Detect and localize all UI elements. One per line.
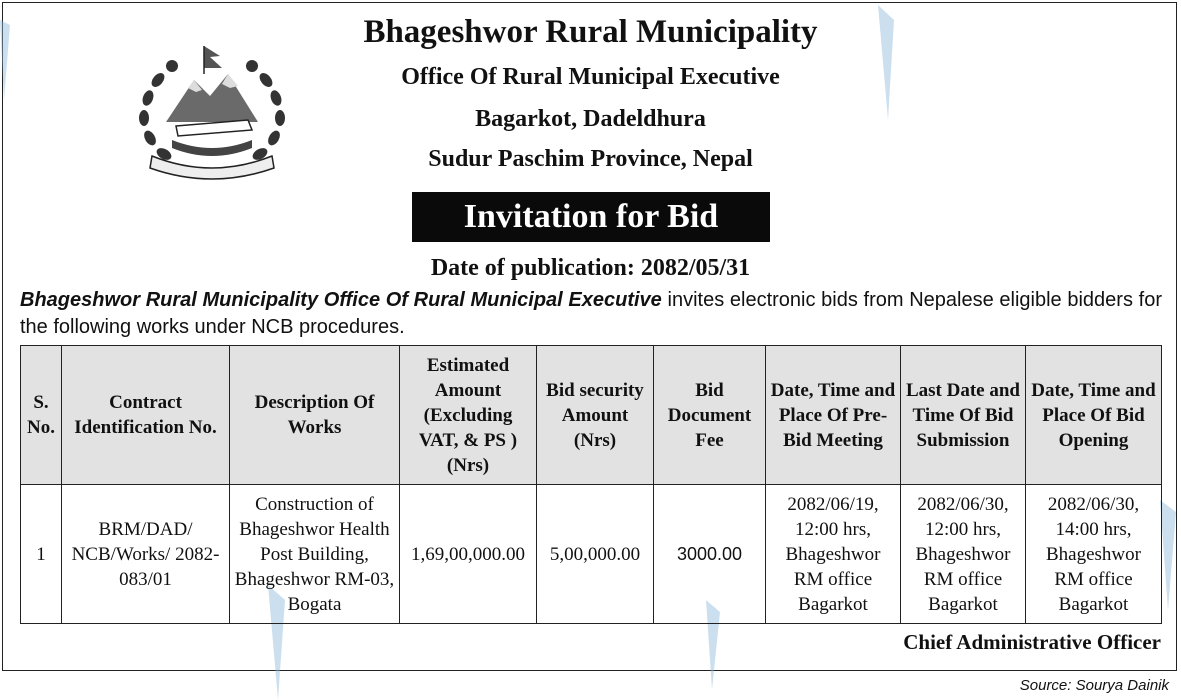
cell-bid-opening: 2082/06/30, 14:00 hrs, Bhageshwor RM office Bagarkot [1026, 485, 1162, 624]
header-last-submission: Last Date and Time Of Bid Submission [901, 346, 1026, 485]
cell-bid-security: 5,00,000.00 [537, 485, 654, 624]
header-bid-opening: Date, Time and Place Of Bid Opening [1026, 346, 1162, 485]
source-credit: Source: Sourya Dainik [1019, 677, 1169, 694]
office-location: Bagarkot, Dadeldhura [475, 106, 706, 132]
intro-office-name: Bhageshwor Rural Municipality Office Of Rural Municipal Executive [20, 289, 662, 311]
table-row [21, 485, 1162, 624]
header-sn: S. No. [21, 346, 62, 485]
province-name: Sudur Paschim Province, Nepal [428, 146, 753, 172]
header-estimated-amount: Estimated Amount (Excluding VAT, & PS ) (Nrs) [400, 346, 537, 485]
municipality-title: Bhageshwor Rural Municipality [363, 14, 818, 50]
header-contract-id: Contract Identification No. [62, 346, 230, 485]
bid-table [20, 345, 1162, 624]
header-bid-security: Bid security Amount (Nrs) [537, 346, 654, 485]
cell-estimated-amount: 1,69,00,000.00 [400, 485, 537, 624]
cell-document-fee: 3000.00 [654, 485, 766, 624]
header-document-fee: Bid Document Fee [654, 346, 766, 485]
header-prebid-meeting: Date, Time and Place Of Pre-Bid Meeting [766, 346, 901, 485]
cell-prebid-meeting: 2082/06/19, 12:00 hrs, Bhageshwor RM office Bagarkot [766, 485, 901, 624]
signatory: Chief Administrative Officer [903, 630, 1161, 654]
cell-last-submission: 2082/06/30, 12:00 hrs, Bhageshwor RM office Bagarkot [901, 485, 1026, 624]
office-name: Office Of Rural Municipal Executive [401, 64, 780, 90]
intro-paragraph [20, 287, 1162, 341]
cell-sn: 1 [21, 485, 62, 624]
intro-text: invites electronic bids from Nepalese eligible bidders for the following works under NCB procedures. [20, 289, 1162, 338]
publication-date: Date of publication: 2082/05/31 [430, 255, 751, 281]
cell-description: Construction of Bhageshwor Health Post Building, Bhageshwor RM-03, Bogata [230, 485, 400, 624]
table-header-row [21, 346, 1162, 485]
header-description: Description Of Works [230, 346, 400, 485]
cell-contract-id: BRM/DAD/ NCB/Works/ 2082-083/01 [62, 485, 230, 624]
notice-title: Invitation for Bid [412, 192, 770, 242]
